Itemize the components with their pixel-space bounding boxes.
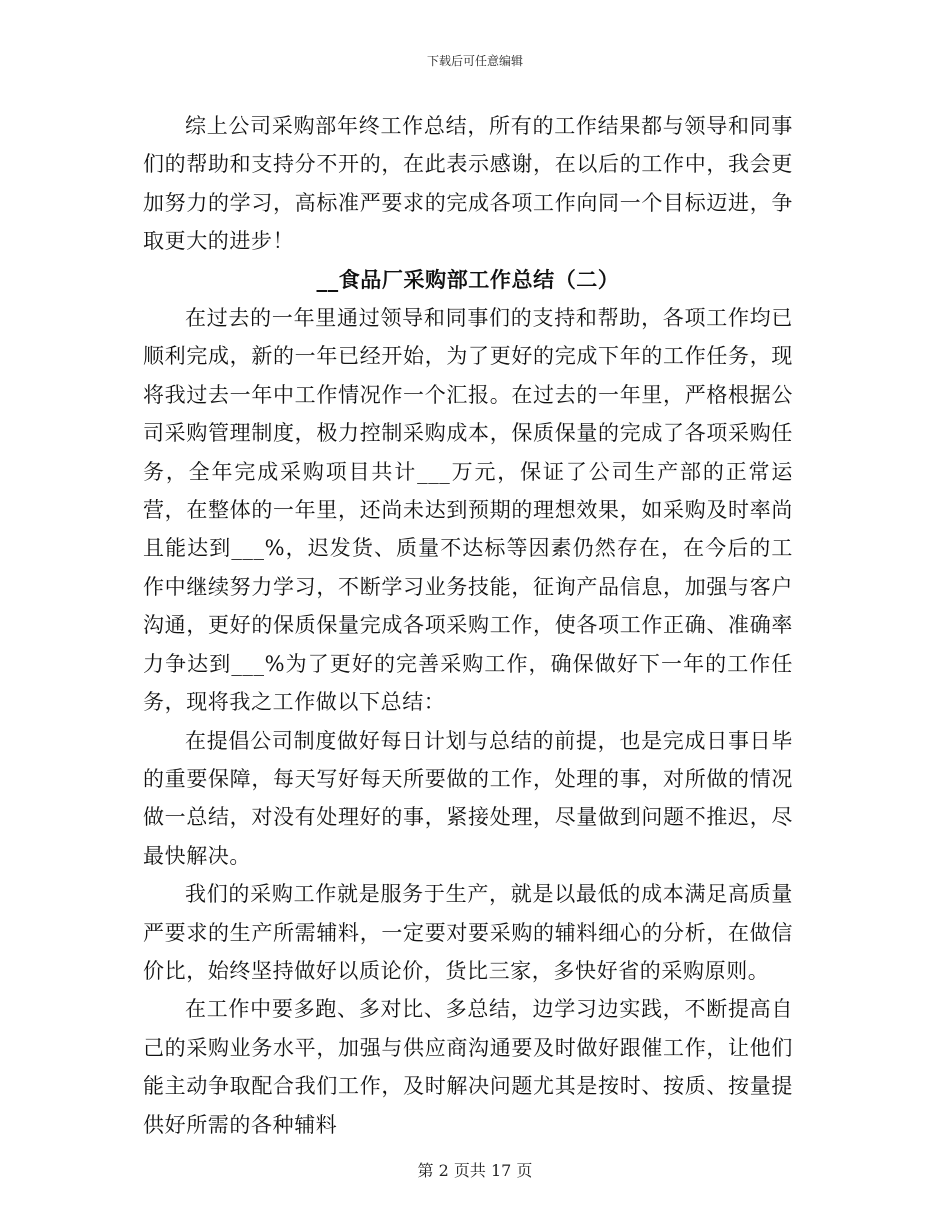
document-body — [143, 107, 793, 1144]
page-number-footer: 第 2 页共 17 页 — [417, 1161, 533, 1180]
body-paragraph: 在工作中要多跑、多对比、多总结，边学习边实践，不断提高自己的采购业务水平，加强与供应商沟通要及时做好跟催工作，让他们能主动争取配合我们工作，及时解决问题尤其是按时、按质、按量提供好所需的各种辅料 — [143, 997, 793, 1137]
body-paragraph: 在提倡公司制度做好每日计划与总结的前提，也是完成日事日毕的重要保障，每天写好每天所要做的工作，处理的事，对所做的情况做一总结，对没有处理好的事，紧接处理，尽量做到问题不推迟，尽最快解决。 — [143, 728, 793, 868]
body-paragraph: 我们的采购工作就是服务于生产，就是以最低的成本满足高质量严要求的生产所需辅料，一定要对要采购的辅料细心的分析，在做信价比，始终坚持做好以质论价，货比三家，多快好省的采购原则。 — [143, 882, 793, 983]
page-header-note: 下载后可任意编辑 — [426, 54, 523, 68]
section-title: __食品厂采购部工作总结（二） — [316, 266, 620, 292]
closing-paragraph: 综上公司采购部年终工作总结，所有的工作结果都与领导和同事们的帮助和支持分不开的，在此表示感谢，在以后的工作中，我会更加努力的学习，高标准严要求的完成各项工作向同一个目标迈进，争取更大的进步！ — [143, 114, 793, 254]
body-paragraph: 在过去的一年里通过领导和同事们的支持和帮助，各项工作均已顺利完成，新的一年已经开始，为了更好的完成下年的工作任务，现将我过去一年中工作情况作一个汇报。在过去的一年里，严格根据公司采购管理制度，极力控制采购成本，保质保量的完成了各项采购任务，全年完成采购项目共计___万元，保证了公司生产部的正常运营，在整体的一年里，还尚未达到预期的理想效果，如采购及时率尚且能达到___%，迟发货、质量不达标等因素仍然存在，在今后的工作中继续努力学习，不断学习业务技能，征询产品信息，加强与客户沟通，更好的保质保量完成各项采购工作，使各项工作正确、准确率力争达到___%为了更好的完善采购工作，确保做好下一年的工作任务，现将我之工作做以下总结： — [143, 306, 793, 715]
